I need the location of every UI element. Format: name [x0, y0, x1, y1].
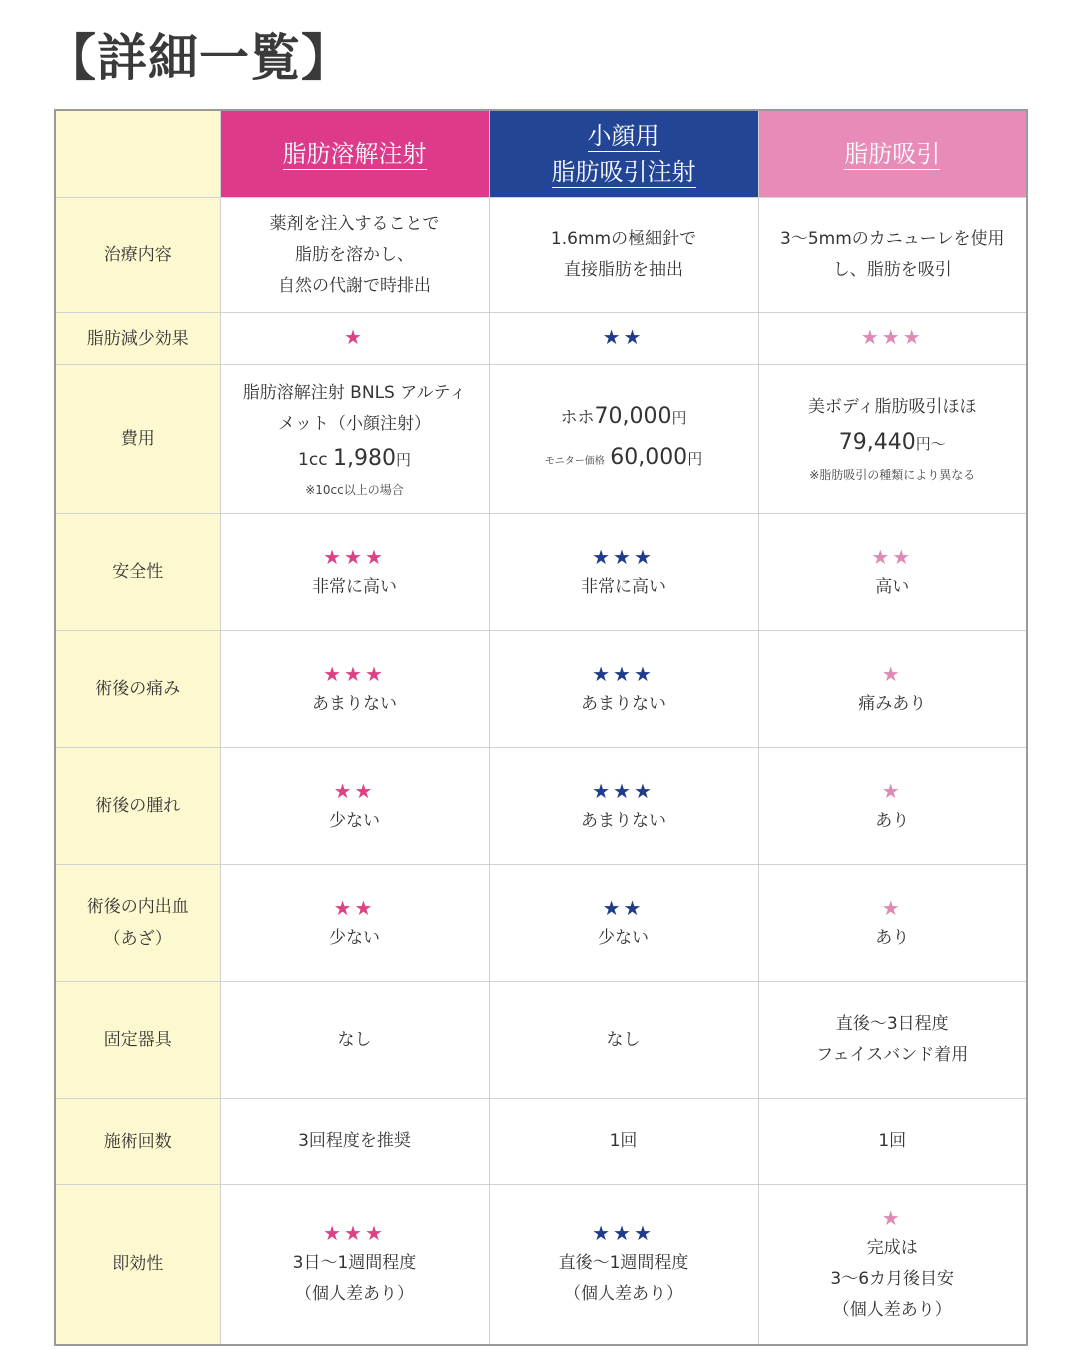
cell-text: 3〜6カ月後目安 — [830, 1268, 955, 1289]
star-rating: ★★ — [333, 895, 376, 920]
table-cell — [489, 865, 758, 982]
table-row — [55, 365, 1027, 514]
cell-text: 直後〜3日程度 — [835, 1014, 949, 1034]
price-note: ※脂肪吸引の種類により異なる — [809, 468, 976, 482]
table-row — [55, 982, 1027, 1099]
header-label: 脂肪吸引 — [844, 140, 941, 168]
price-yen: 円 — [395, 450, 411, 469]
table-cell — [758, 198, 1027, 313]
table-row — [55, 865, 1027, 982]
cell-text: 少ない — [329, 810, 380, 831]
star-rating: ★★ — [602, 325, 645, 349]
row-label-text: （あざ） — [103, 929, 172, 949]
table-cell — [758, 514, 1027, 631]
table-cell — [220, 865, 489, 982]
cell-text: 痛みあり — [858, 693, 927, 714]
header-fat-dissolving-injection — [220, 110, 489, 198]
table-row — [55, 514, 1027, 631]
header-label: 小顔用 — [587, 122, 660, 150]
table-row — [55, 313, 1027, 365]
table-row — [55, 748, 1027, 865]
cell-text: あまりない — [312, 693, 397, 714]
table-cell — [758, 865, 1027, 982]
star-rating: ★★★ — [860, 325, 924, 349]
table-cell — [489, 514, 758, 631]
cell-text: 直後〜1週間程度 — [558, 1253, 689, 1274]
price-value: 79,440 — [838, 430, 916, 455]
table-cell — [758, 1185, 1027, 1345]
star-rating: ★ — [881, 778, 903, 803]
table-row — [55, 1185, 1027, 1345]
header-label: 脂肪溶解注射 — [282, 140, 427, 168]
row-label-text: 術後の内出血 — [86, 897, 189, 917]
table-cell — [489, 313, 758, 365]
star-rating: ★★★ — [592, 1221, 655, 1246]
table-row — [55, 198, 1027, 313]
header-small-face-liposuction-injection — [489, 110, 758, 198]
cell-text: 3日〜1週間程度 — [292, 1253, 417, 1274]
cell-text: 少ない — [329, 927, 380, 948]
cell-text: あまりない — [581, 693, 666, 714]
cell-text: 非常に高い — [581, 576, 666, 597]
monitor-label: モニター価格 — [544, 455, 605, 467]
table-row — [55, 631, 1027, 748]
cell-text: （個人差あり） — [295, 1284, 414, 1305]
row-label: 治療内容 — [55, 198, 220, 313]
table-cell — [220, 1185, 489, 1345]
row-label: 費用 — [55, 365, 220, 514]
table-cell — [758, 313, 1027, 365]
star-rating: ★★★ — [323, 1221, 386, 1246]
cell-text: し、脂肪を吸引 — [832, 260, 952, 280]
row-label — [55, 865, 220, 982]
star-rating: ★★★ — [592, 778, 655, 803]
table-cell: なし — [489, 982, 758, 1099]
table-cell — [489, 1185, 758, 1345]
row-label: 固定器具 — [55, 982, 220, 1099]
star-rating: ★★★ — [323, 544, 386, 569]
row-label: 即効性 — [55, 1185, 220, 1345]
page-title: 【詳細一覧】 — [46, 29, 352, 87]
star-rating: ★ — [344, 325, 365, 349]
table-cell: 1回 — [489, 1099, 758, 1185]
cell-text: 3〜5mmのカニューレを使用 — [780, 229, 1005, 249]
star-rating: ★★★ — [592, 544, 655, 569]
price-value: 60,000 — [610, 444, 688, 470]
table-cell — [220, 198, 489, 313]
row-label: 施術回数 — [55, 1099, 220, 1185]
cell-text: 非常に高い — [312, 576, 397, 597]
row-label: 安全性 — [55, 514, 220, 631]
cell-text: 高い — [875, 576, 910, 597]
cell-text: メット（小顔注射） — [278, 413, 431, 434]
table-cell — [220, 631, 489, 748]
star-rating: ★ — [881, 895, 903, 920]
row-label: 脂肪減少効果 — [55, 313, 220, 365]
cell-text: 自然の代謝で時排出 — [278, 275, 431, 296]
comparison-table — [54, 109, 1028, 1346]
table-cell: 1回 — [758, 1099, 1027, 1185]
star-rating: ★ — [881, 1205, 903, 1230]
row-label: 術後の痛み — [55, 631, 220, 748]
cell-text: （個人差あり） — [832, 1299, 952, 1320]
row-label: 術後の腫れ — [55, 748, 220, 865]
table-cell — [489, 365, 758, 514]
cell-text: あり — [875, 810, 910, 831]
price-prefix: ホホ — [560, 407, 595, 428]
cell-text: 美ボディ脂肪吸引ほほ — [807, 397, 977, 417]
price-line — [759, 423, 1027, 464]
cell-text: 完成は — [866, 1237, 918, 1258]
star-rating: ★★ — [871, 544, 914, 569]
price-yen: 円 — [687, 449, 703, 468]
table-header-row — [55, 110, 1027, 198]
table-cell — [220, 313, 489, 365]
price-prefix: 1cc — [298, 449, 328, 470]
price-line — [490, 397, 758, 438]
cell-text: 直接脂肪を抽出 — [564, 260, 683, 280]
cell-text: 1.6mmの極細針で — [550, 229, 697, 249]
star-rating: ★★★ — [323, 661, 386, 686]
star-rating: ★★ — [333, 778, 376, 803]
star-rating: ★★★ — [592, 661, 655, 686]
header-label: 脂肪吸引注射 — [551, 158, 696, 186]
header-liposuction — [758, 110, 1027, 198]
table-cell — [220, 514, 489, 631]
cell-text: 脂肪を溶かし、 — [295, 244, 414, 265]
table-cell — [489, 748, 758, 865]
table-row — [55, 1099, 1027, 1185]
star-rating: ★★ — [602, 895, 645, 920]
table-cell — [758, 982, 1027, 1099]
table-cell: 3回程度を推奨 — [220, 1099, 489, 1185]
cell-text: （個人差あり） — [564, 1284, 683, 1305]
table-cell — [758, 748, 1027, 865]
price-note: ※10cc以上の場合 — [305, 482, 404, 497]
header-corner — [55, 110, 220, 198]
cell-text: 薬剤を注入することで — [269, 213, 440, 234]
price-value: 70,000 — [594, 403, 672, 429]
table-cell — [758, 365, 1027, 514]
star-rating: ★ — [881, 661, 903, 686]
price-line — [221, 440, 489, 479]
table-cell: なし — [220, 982, 489, 1099]
table-cell — [489, 631, 758, 748]
table-cell — [489, 198, 758, 313]
cell-text: あり — [875, 927, 910, 948]
monitor-price-line — [490, 438, 758, 482]
table-cell — [220, 365, 489, 514]
price-value: 1,980 — [332, 445, 396, 471]
price-yen: 円〜 — [915, 435, 946, 453]
table-cell — [220, 748, 489, 865]
cell-text: 少ない — [598, 927, 649, 948]
price-yen: 円 — [671, 408, 687, 427]
cell-text: フェイスバンド着用 — [816, 1045, 969, 1065]
cell-text: あまりない — [581, 810, 666, 831]
table-cell — [758, 631, 1027, 748]
cell-text: 脂肪溶解注射 BNLS アルティ — [242, 382, 467, 403]
